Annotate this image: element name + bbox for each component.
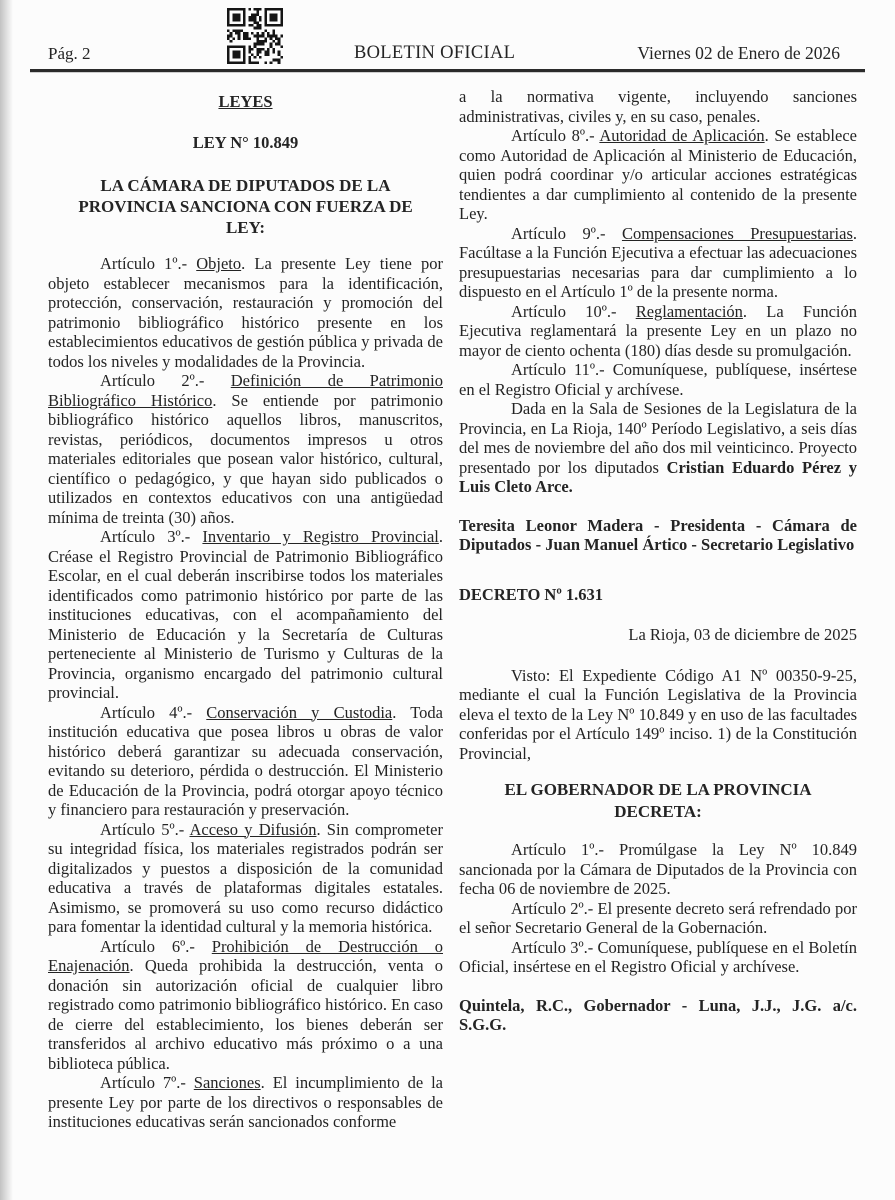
articulo-3: Artículo 3º.- Inventario y Registro Provincial. Créase el Registro Provincial de Patrimonio Bibliográfico Escolar, en el cual deberán inscribirse todos los materiales identificados como patrimonio histórico por parte de las instituciones educativas, con el acompañamiento del Ministerio de Educación y la Secretaría de Culturas perteneciente al Ministerio de Turismo y Culturas de la Provincia, organismo encargado del patrimonio cultural provincial. <box>48 527 443 702</box>
left-column <box>48 87 443 1132</box>
issue-date: Viernes 02 de Enero de 2026 <box>637 43 840 63</box>
decreto-articulo-3: Artículo 3º.- Comuníquese, publíquese en el Boletín Oficial, insértese en el Registro Oficial y archívese. <box>459 937 857 976</box>
right-column <box>459 87 857 1132</box>
articulo-7: Artículo 7º.- Sanciones. El incumplimiento de la presente Ley por parte de los directivos o responsables de instituciones educativas serán sancionados conforme <box>48 1073 443 1131</box>
articulo-7-continuation: a la normativa vigente, incluyendo sanciones administrativas, civiles y, en su caso, penales. <box>459 87 857 126</box>
gazette-title: BOLETIN OFICIAL <box>354 43 516 63</box>
articulo-6: Artículo 6º.- Prohibición de Destrucción o Enajenación. Queda prohibida la destrucción, venta o donación sin autorización oficial de cualquier libro registrado como patrimonio bibliográfico histórico. En caso de cierre del establecimiento, los bienes deberán ser transferidos al archivo educativo más próximo o a una biblioteca pública. <box>48 936 443 1073</box>
page-header <box>30 0 865 72</box>
law-number-heading: LEY N° 10.849 <box>192 132 299 152</box>
chamber-heading: LA CÁMARA DE DIPUTADOS DE LA PROVINCIA SANCIONA CON FUERZA DE LEY: <box>78 176 413 237</box>
section-title-leyes: LEYES <box>218 92 273 111</box>
document-body <box>0 72 895 1132</box>
decree-date-line: La Rioja, 03 de diciembre de 2025 <box>628 625 857 644</box>
articulo-5: Artículo 5º.- Acceso y Difusión. Sin comprometer su integridad física, los materiales registrados podrán ser digitalizados y puestos a disposición de la comunidad educativa a través de plataformas digitales estatales. Asimismo, se promoverá su uso como recurso didáctico para fomentar la identidad cultural y la memoria histórica. <box>48 819 443 936</box>
legislature-signature: Teresita Leonor Madera - Presidenta - Cámara de Diputados - Juan Manuel Ártico - Secretario Legislativo <box>459 515 857 554</box>
articulo-11: Artículo 11º.- Comuníquese, publíquese, insértese en el Registro Oficial y archívese. <box>459 360 857 399</box>
articulo-4: Artículo 4º.- Conservación y Custodia. Toda institución educativa que posea libros u obras de valor histórico deberá garantizar su adecuada conservación, evitando su deterioro, pérdida o destrucción. El Ministerio de Educación de la Provincia, podrá otorgar apoyo técnico y financiero para restauración y preservación. <box>48 702 443 819</box>
articulo-1: Artículo 1º.- Objeto. La presente Ley tiene por objeto establecer mecanismos para la identificación, protección, conservación, restauración y promoción del patrimonio bibliográfico histórico presente en los establecimientos educativos de gestión pública y privada de todos los niveles y modalidades de la Provincia. <box>48 254 443 371</box>
articulo-9: Artículo 9º.- Compensaciones Presupuestarias. Facúltase a la Función Ejecutiva a efectuar las adecuaciones presupuestarias necesarias para dar cumplimiento a lo dispuesto en el Artículo 1º de la presente norma. <box>459 223 857 301</box>
decreto-articulo-2: Artículo 2º.- El presente decreto será refrendado por el señor Secretario General de la Gobernación. <box>459 898 857 937</box>
articulo-10: Artículo 10º.- Reglamentación. La Función Ejecutiva reglamentará la presente Ley en un plazo no mayor de ciento ochenta (180) días desde su promulgación. <box>459 301 857 360</box>
dada-paragraph: Dada en la Sala de Sesiones de la Legislatura de la Provincia, en La Rioja, 140º Período Legislativo, a seis días del mes de noviembre del año dos mil veinticinco. Proyecto presentado por los diputados Cristian Eduardo Pérez y Luis Cleto Arce. <box>459 399 857 496</box>
decreto-articulo-1: Artículo 1º.- Promúlgase la Ley Nº 10.849 sancionada por la Cámara de Diputados de la Provincia con fecha 06 de noviembre de 2025. <box>459 840 857 898</box>
articulo-8: Artículo 8º.- Autoridad de Aplicación. Se establece como Autoridad de Aplicación al Ministerio de Educación, quien podrá coordinar y/o articular acciones estratégicas tendientes a dar cumplimiento al contenido de la presente Ley. <box>459 126 857 223</box>
governor-signature: Quintela, R.C., Gobernador - Luna, J.J., J.G. a/c. S.G.G. <box>459 995 857 1034</box>
articulo-2: Artículo 2º.- Definición de Patrimonio Bibliográfico Histórico. Se entiende por patrimonio bibliográfico histórico aquellos libros, manuscritos, revistas, periódicos, documentos impresos u otros materiales editoriales que posean valor histórico, cultural, científico o pedagógico, y que hayan sido publicados o utilizados en contextos educativos con una antigüedad mínima de treinta (30) años. <box>48 371 443 527</box>
visto-paragraph: Visto: El Expediente Código A1 Nº 00350-9-25, mediante el cual la Función Legislativa de la Provincia eleva el texto de la Ley Nº 10.849 y en uso de las facultades conferidas por el Artículo 149º inciso. 1) de la Constitución Provincial, <box>459 665 857 763</box>
qr-code-icon <box>227 7 283 65</box>
page-number: Pág. 2 <box>48 44 91 63</box>
governor-heading: EL GOBERNADOR DE LA PROVINCIA DECRETA: <box>504 780 812 821</box>
decree-number: DECRETO Nº 1.631 <box>459 584 604 604</box>
